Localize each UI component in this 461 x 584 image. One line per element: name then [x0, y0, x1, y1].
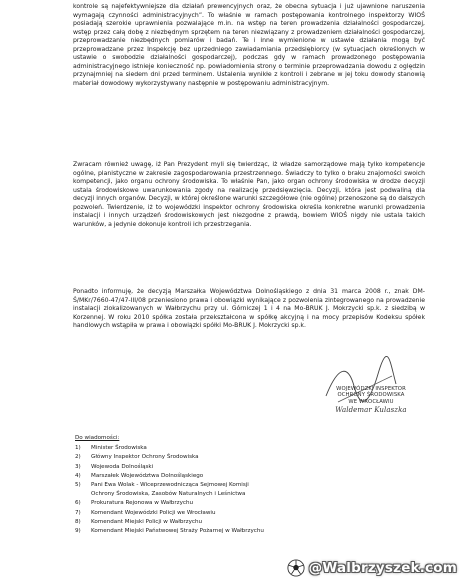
paragraph-2-text: Zwracam również uwagę, iż Pan Prezydent myli się twierdząc, iż władze samorządowe mają tylko kompetencje ogólne, planistyczne w zakresie zagospodarowania przestrzennego. Świadczy to tylko o braku znajomości swoich kompetencji, jako organu ochrony środowiska. To właśnie Pan, jako organ ochrony środowiska w drodze decyzji ustala środowiskowe uwarunkowania zgody na realizację przedsięwzięcia. Decyzji, która jest podwaliną dla decyzji innych organów. Decyzji, w której określone warunki szczegółowe (nie ogólne) przenoszone są do dalszych pozwoleń. Twierdzenie, iż to wojewódzki inspektor ochrony środowiska określa konkretne warunki prowadzenia instalacji i innych urządzeń środowiskowych jest niezgodne z prawdą, bowiem WIOŚ nigdy nie ustala takich warunków, a jedynie dokonuje kontroli ich przestrzegania. — [73, 161, 425, 228]
distribution-list — [75, 434, 375, 536]
distribution-items — [75, 444, 375, 536]
site-watermark — [287, 557, 457, 579]
distribution-title: Do wiadomości: — [75, 435, 120, 441]
stamp-line-3: WE WROCŁAWIU — [348, 398, 394, 405]
paragraph-1-text: kontrole są najefektywniejsze dla działań prewencyjnych oraz, że obecna sytuacja i już ujawnione naruszenia wymagają czynności administracyjnych”. To właśnie w ramach postępowania kontrolnego inspektorzy WIOŚ posiadają szerokie uprawnienia pozwalające m.in. na wstęp na teren prowadzenia działalności gospodarczej, wstęp przez całą dobę z niezbędnym sprzętem na teren niezwiązany z prowadzeniem działalności gospodarczej, przeprowadzanie niezbędnych pomiarów i badań. Te i inne wymienione w ustawie działania mogą być przeprowadzane przez Inspekcję bez uprzedniego zawiadamiania przedsiębiorcy (w sytuacjach określonych w ustawie o swobodzie działalności gospodarczej), podczas gdy w ramach prowadzonego postępowania administracyjnego istnieje konieczność np. powiadomienia strony o terminie przeprowadzania dowodu z oględzin przynajmniej na siedem dni przed terminem. Ustalenia wynikłe z kontroli i zebrane w jej toku dowody stanowią materiał dowodowy wykorzystywany następnie w postępowaniu administracyjnym. — [73, 3, 425, 87]
stamp-line-1: WOJEWÓDZKI INSPEKTOR — [336, 386, 406, 392]
list-item: 6) Prokuratura Rejonowa w Wałbrzychu — [75, 500, 194, 507]
stamp-signatory-name: Waldemar Kulaszka — [335, 406, 407, 415]
list-item: 9) Komendant Miejski Państwowej Straży Pożarnej w Wałbrzychu — [75, 528, 264, 535]
list-item: 2) Główny Inspektor Ochrony Środowiska — [75, 454, 199, 461]
paragraph-2 — [73, 161, 425, 229]
paragraph-3-text: Ponadto informuję, że decyzją Marszałka Województwa Dolnośląskiego z dnia 31 marca 2008 r., znak DM-Ś/MKr/7660-47/47-III/08 przeniesiono prawa i obowiązki wynikające z pozwolenia zintegrowanego na prowadzenie instalacji zlokalizowanych w Wałbrzychu przy ul. Górniczej 1 i 4 na Mo-BRUK J. Mokrzycki sp.k. z siedzibą w Korzennej. W roku 2010 spółka została przekształcona w spółkę akcyjną i na mocy przepisów Kodeksu spółek handlowych wstąpiła w prawa i obowiązki spółki Mo-BRUK J. Mokrzycki sp.k. — [73, 288, 425, 330]
stamp-line-2: OCHRONY ŚRODOWISKA — [337, 392, 405, 399]
official-stamp — [322, 386, 420, 414]
list-item-continuation: Ochrony Środowiska, Zasobów Naturalnych i Leśnictwa — [91, 491, 246, 498]
list-item: 5) Pani Ewa Wolak - Wiceprzewodnicząca Sejmowej Komisji Ochrony Środowiska, Zasobów Naturalnych i Leśnictwa — [75, 481, 375, 499]
list-item: 7) Komendant Wojewódzki Policji we Wrocławiu — [75, 509, 216, 516]
paragraph-1 — [73, 3, 425, 88]
soccer-ball-icon — [287, 559, 305, 577]
list-item: 8) Komendant Miejski Policji w Wałbrzychu — [75, 518, 203, 525]
list-item: 3) Wojewoda Dolnośląski — [75, 463, 154, 470]
list-item: 1) Minister Środowiska — [75, 445, 147, 452]
paragraph-3 — [73, 288, 425, 331]
list-item: 4) Marszałek Województwa Dolnośląskiego — [75, 472, 204, 479]
watermark-text: @Walbrzyszek.com — [308, 560, 457, 576]
